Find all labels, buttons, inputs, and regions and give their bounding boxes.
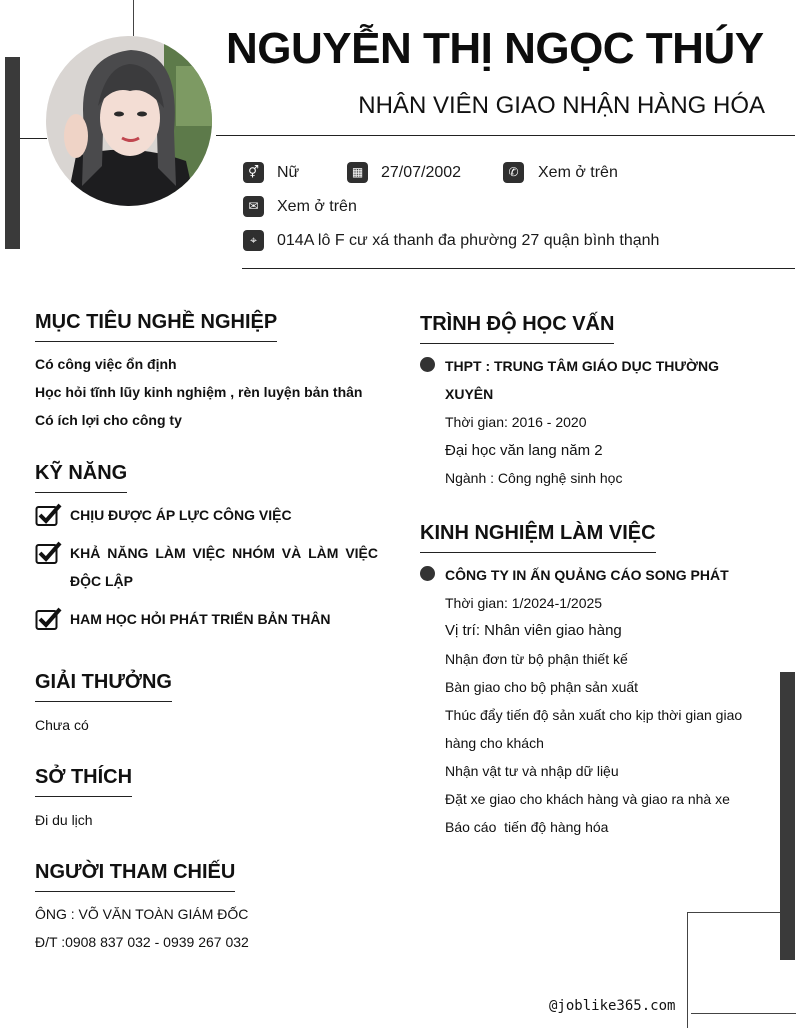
corner-frame-bottom [691, 1013, 796, 1014]
education-detail: Ngành : Công nghệ sinh học [445, 470, 623, 486]
header-divider [216, 135, 795, 136]
education-detail: Thời gian: 2016 - 2020 [445, 414, 587, 430]
reference-heading: NGƯỜI THAM CHIẾU [35, 861, 235, 892]
phone-value: Xem ở trên [538, 164, 618, 181]
left-accent-bar [5, 57, 20, 249]
site-watermark: @joblike365.com [549, 998, 676, 1014]
experience-heading: KINH NGHIỆM LÀM VIỆC [420, 522, 656, 553]
gender-value: Nữ [277, 164, 300, 181]
skill-item: HAM HỌC HỎI PHÁT TRIỂN BẢN THÂN [70, 611, 331, 627]
career-goal-heading: MỤC TIÊU NGHỀ NGHIỆP [35, 311, 277, 342]
email-icon: ✉ [243, 196, 264, 217]
candidate-name: NGUYỄN THỊ NGỌC THÚY [226, 24, 764, 73]
avatar-side-line [20, 138, 47, 139]
email-value: Xem ở trên [277, 198, 357, 215]
experience-detail: Báo cáo tiến độ hàng hóa [445, 819, 609, 835]
experience-bullet [420, 566, 435, 581]
skill-item: CHỊU ĐƯỢC ÁP LỰC CÔNG VIỆC [70, 507, 292, 523]
skills-heading: KỸ NĂNG [35, 462, 127, 493]
phone-icon: ✆ [503, 162, 524, 183]
reference-line: ÔNG : VÕ VĂN TOÀN GIÁM ĐỐC [35, 906, 249, 922]
career-goal-line: Có công việc ổn định [35, 356, 177, 372]
calendar-icon: ▦ [347, 162, 368, 183]
experience-detail: Bàn giao cho bộ phận sản xuất [445, 679, 639, 695]
location-icon: ⌖ [243, 230, 264, 251]
checkbox-icon [35, 607, 62, 631]
experience-company: CÔNG TY IN ẤN QUẢNG CÁO SONG PHÁT [445, 567, 729, 583]
contact-divider [242, 268, 795, 269]
experience-detail: Đặt xe giao cho khách hàng và giao ra nhà xe [445, 791, 730, 807]
corner-frame [687, 912, 780, 1028]
gender-icon: ⚥ [243, 162, 264, 183]
checkbox-icon [35, 503, 62, 527]
avatar [46, 36, 212, 206]
experience-detail: Nhận vật tư và nhập dữ liệu [445, 763, 619, 779]
skill-item: KHẢ NĂNG LÀM VIỆC NHÓM VÀ LÀM VIỆC [70, 545, 378, 561]
experience-detail: Thúc đẩy tiến độ sản xuất cho kịp thời gian giao [445, 707, 743, 723]
experience-detail: Nhận đơn từ bộ phận thiết kế [445, 651, 628, 667]
education-detail: Đại học văn lang năm 2 [445, 442, 603, 459]
education-heading: TRÌNH ĐỘ HỌC VẤN [420, 313, 614, 344]
experience-detail-continuation: hàng cho khách [445, 735, 544, 751]
address-value: 014A lô F cư xá thanh đa phường 27 quận bình thạnh [277, 232, 660, 249]
experience-detail: Vị trí: Nhân viên giao hàng [445, 622, 622, 639]
top-vertical-line [133, 0, 134, 36]
hobbies-heading: SỞ THÍCH [35, 766, 132, 797]
education-school-continuation: XUYÊN [445, 386, 494, 402]
reference-line: Đ/T :0908 837 032 - 0939 267 032 [35, 934, 249, 950]
experience-detail: Thời gian: 1/2024-1/2025 [445, 595, 603, 611]
birthday-value: 27/07/2002 [381, 164, 462, 181]
awards-heading: GIẢI THƯỞNG [35, 671, 172, 702]
awards-text: Chưa có [35, 717, 89, 733]
education-school: THPT : TRUNG TÂM GIÁO DỤC THƯỜNG [445, 358, 719, 374]
right-accent-bar [780, 672, 795, 960]
checkbox-icon [35, 541, 62, 565]
career-goal-line: Học hỏi tĩnh lũy kinh nghiệm , rèn luyện bản thân [35, 384, 363, 400]
hobbies-text: Đi du lịch [35, 812, 93, 828]
education-bullet [420, 357, 435, 372]
skill-item-continuation: ĐỘC LẬP [70, 573, 133, 589]
career-goal-line: Có ích lợi cho công ty [35, 412, 182, 428]
job-title: NHÂN VIÊN GIAO NHẬN HÀNG HÓA [358, 92, 765, 119]
